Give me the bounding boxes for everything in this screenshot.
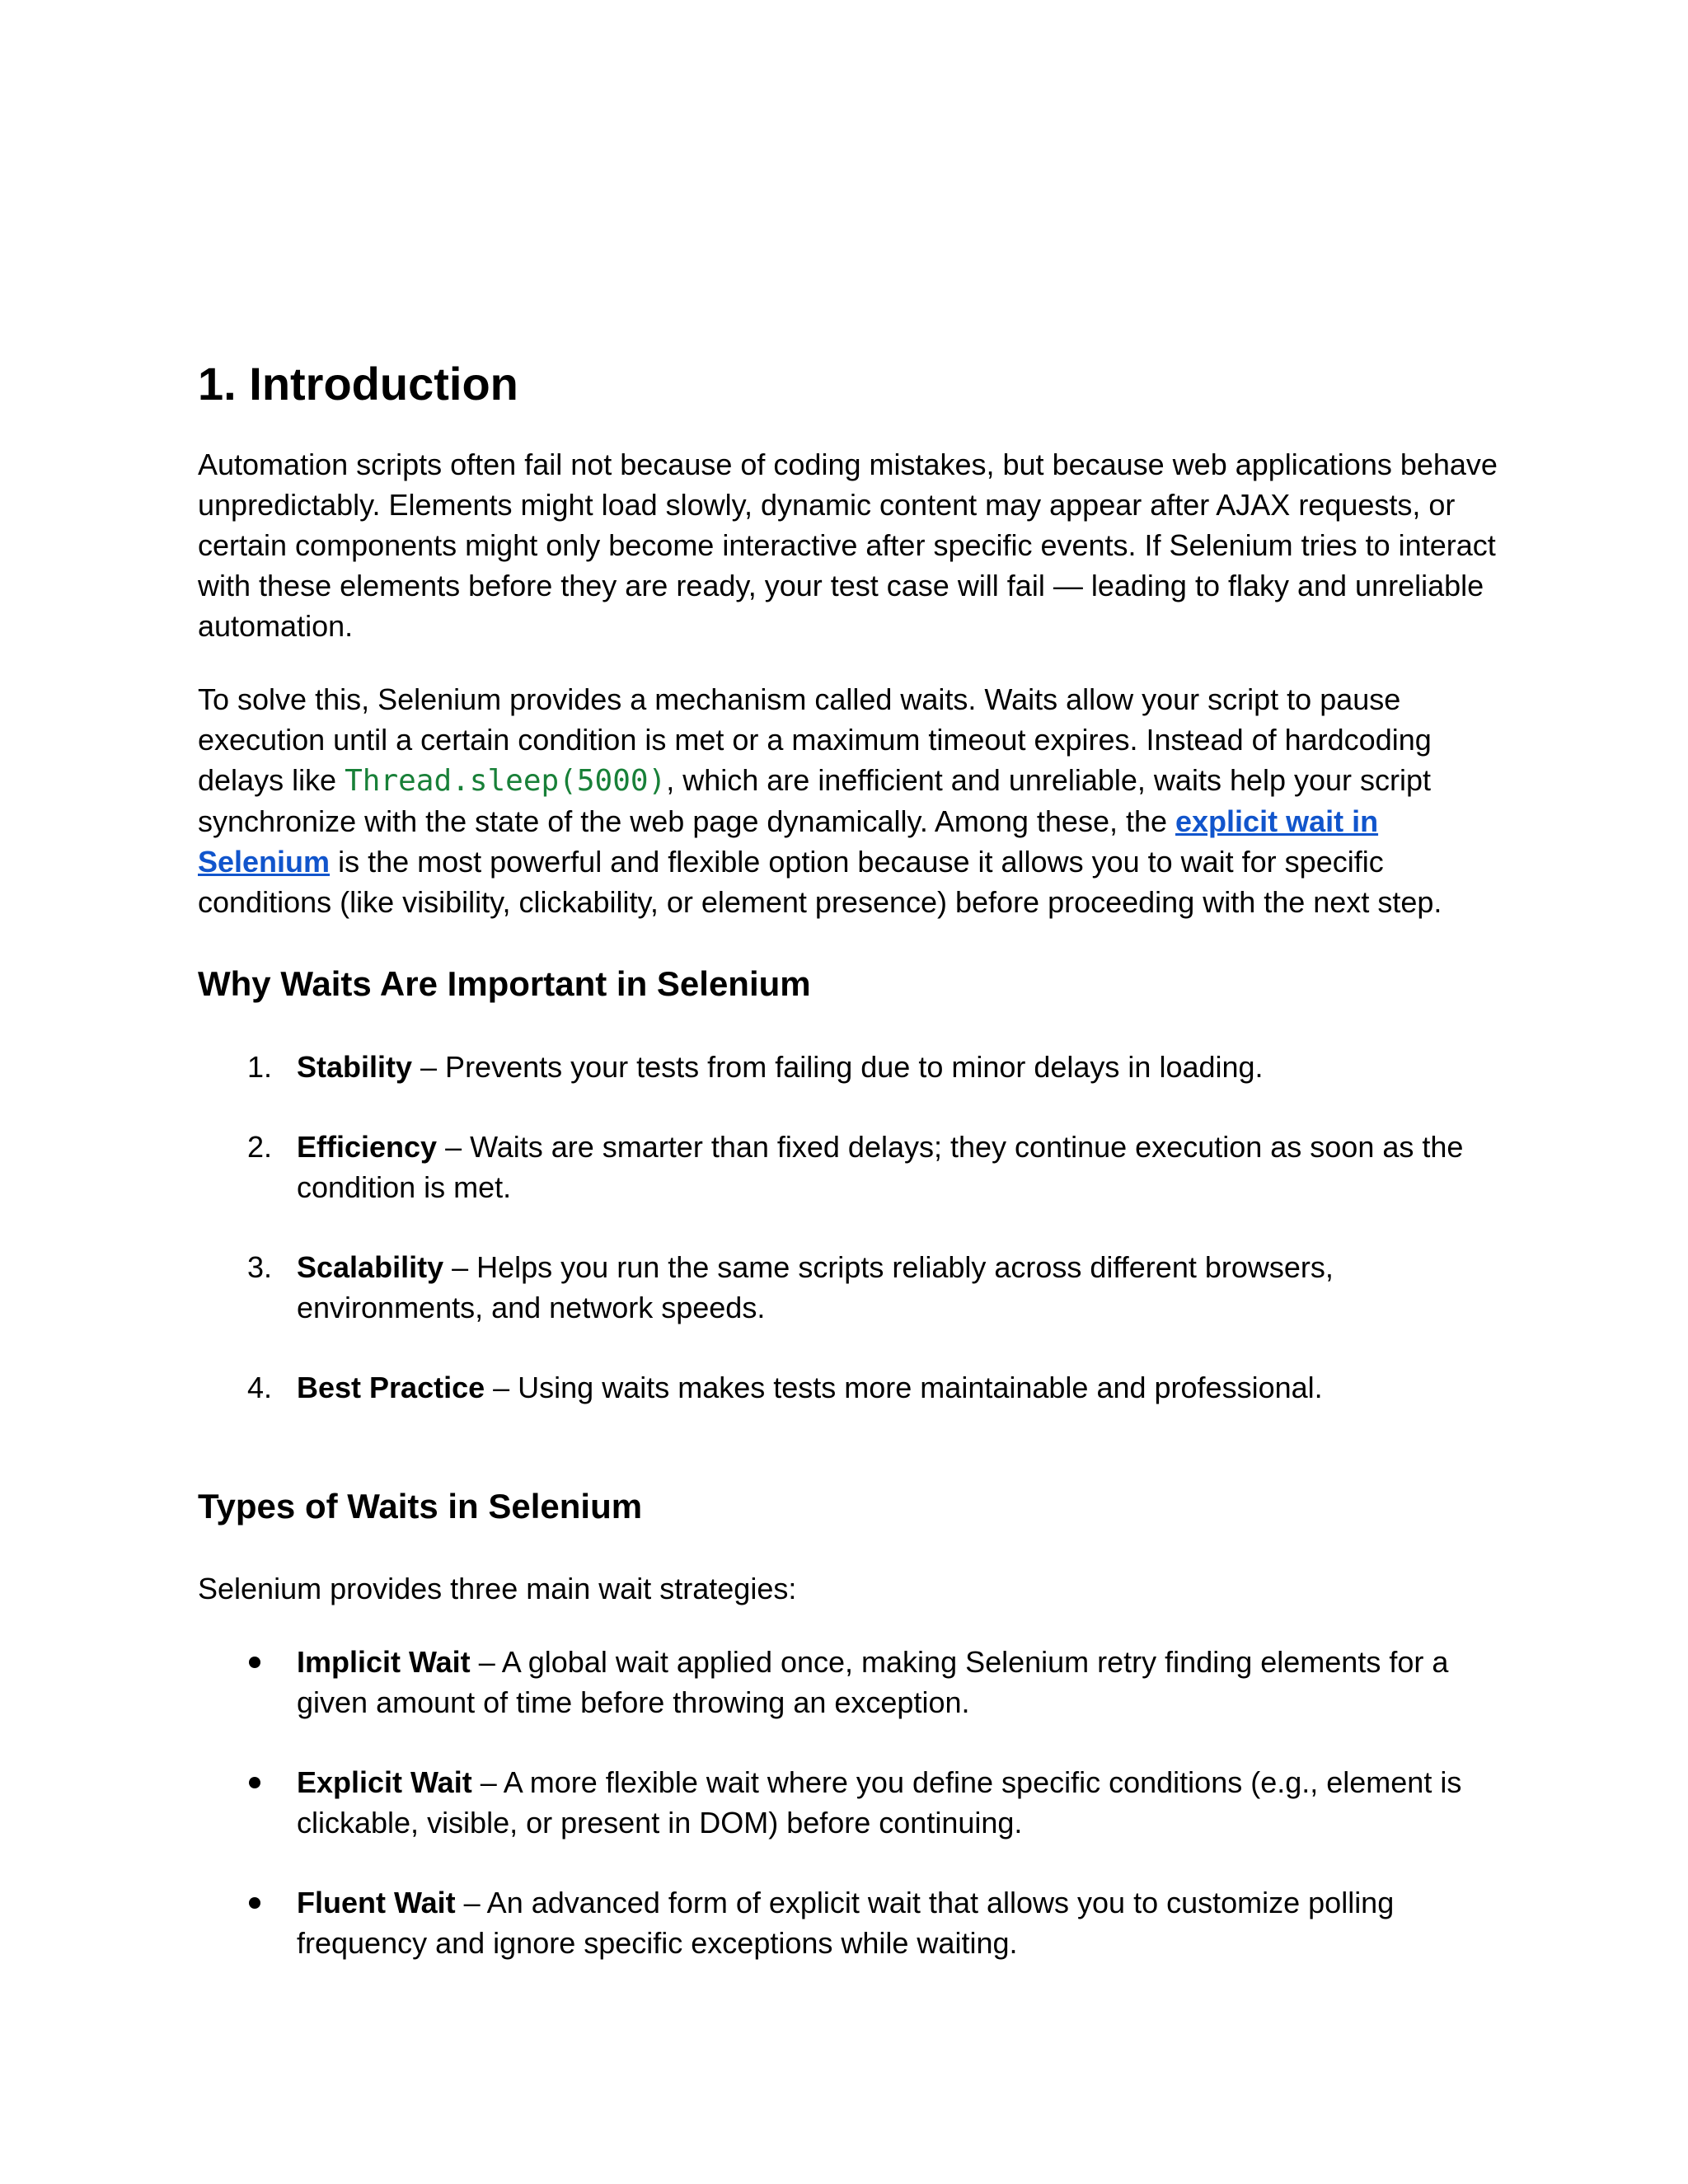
page-title: 1. Introduction (198, 358, 518, 410)
list-item-term: Stability (297, 1049, 413, 1084)
intro-paragraph: Automation scripts often fail not because of coding mistakes, but because web applications behave unpredictably. Elements might load slowly, dynamic content may appear after AJAX requests, or certain components might only become interactive after specific events. If Selenium tries to interact with these elements before they are ready, your test case will fail — leading to flaky and unreliable automation. (198, 448, 1498, 644)
list-item-desc: – A more flexible wait where you define specific conditions (e.g., element is clickable, visible, or present in DOM) before continuing. (297, 1765, 1462, 1840)
list-item-term: Fluent Wait (297, 1885, 456, 1919)
waits-paragraph-text-1: To solve this, Selenium provides a mechanism called waits. Waits allow your script to pause execution until a certain condition is met or a maximum timeout expires. Instead of hardcoding delays like (198, 682, 1432, 798)
bullet-icon (249, 1777, 260, 1788)
waits-paragraph-text-3: is the most powerful and flexible option because it allows you to wait for specific conditions (like visibility, clickability, or element presence) before proceeding with the next step. (198, 845, 1442, 920)
types-intro: Selenium provides three main wait strategies: (198, 1571, 797, 1605)
bullet-icon (249, 1657, 260, 1668)
list-item-term: Scalability (297, 1249, 444, 1284)
list-item (198, 1127, 1500, 1207)
bullet-icon (249, 1897, 260, 1909)
types-of-waits-list (198, 1642, 1500, 1963)
document-page (198, 356, 1500, 2003)
explicit-wait-link[interactable]: explicit wait in Selenium (198, 804, 1379, 879)
list-item (198, 1247, 1500, 1328)
types-of-waits-heading: Types of Waits in Selenium (198, 1486, 643, 1526)
list-item (198, 1047, 1500, 1087)
waits-paragraph (198, 679, 1500, 922)
list-item-desc: – Helps you run the same scripts reliably across different browsers, environments, and network speeds. (297, 1249, 1334, 1324)
list-item-term: Implicit Wait (297, 1644, 471, 1679)
list-item-desc: – Waits are smarter than fixed delays; they continue execution as soon as the condition is met. (297, 1129, 1464, 1204)
list-number: 4. (247, 1370, 273, 1404)
list-item (198, 1642, 1500, 1722)
list-item (198, 1367, 1500, 1408)
list-item (198, 1762, 1500, 1843)
list-item-desc: – Using waits makes tests more maintainable and professional. (485, 1370, 1323, 1404)
list-number: 2. (247, 1129, 273, 1164)
list-number: 3. (247, 1249, 273, 1284)
list-item-desc: – A global wait applied once, making Selenium retry finding elements for a given amount of time before throwing an exception. (297, 1644, 1449, 1719)
list-number: 1. (247, 1049, 273, 1084)
list-item (198, 1882, 1500, 1963)
why-waits-list (198, 1047, 1500, 1408)
list-item-desc: – Prevents your tests from failing due to minor delays in loading. (412, 1049, 1264, 1084)
list-item-term: Best Practice (297, 1370, 485, 1404)
list-item-term: Efficiency (297, 1129, 438, 1164)
list-item-term: Explicit Wait (297, 1765, 472, 1799)
waits-paragraph-text-2: , which are inefficient and unreliable, waits help your script synchronize with the state of the web page dynamically. Among these, the (198, 763, 1432, 839)
why-waits-heading: Why Waits Are Important in Selenium (198, 964, 811, 1004)
code-snippet: Thread.sleep(5000) (345, 764, 667, 799)
list-item-desc: – An advanced form of explicit wait that allows you to customize polling frequency and ignore specific exceptions while waiting. (297, 1885, 1395, 1960)
